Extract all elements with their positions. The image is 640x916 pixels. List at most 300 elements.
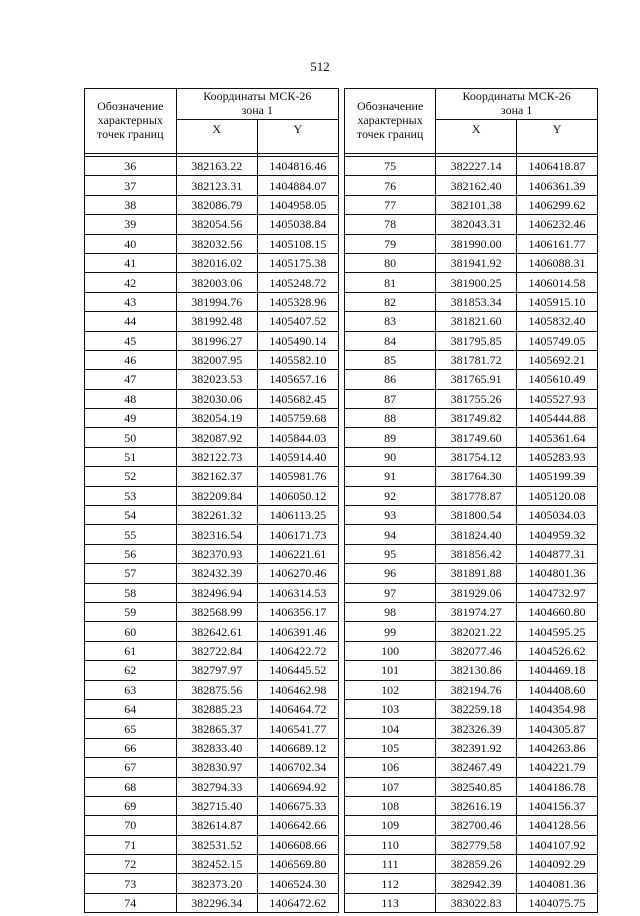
point-number-cell: 102 bbox=[345, 680, 436, 699]
table-row bbox=[85, 641, 339, 660]
table-row bbox=[85, 195, 339, 214]
y-coordinate-cell: 1404816.46 bbox=[257, 157, 338, 176]
table-row bbox=[85, 544, 339, 563]
x-coordinate-cell: 382859.26 bbox=[436, 855, 517, 874]
table-row bbox=[345, 641, 598, 660]
y-column-header: Y bbox=[517, 120, 598, 154]
table-row bbox=[85, 428, 339, 447]
y-coordinate-cell: 1405361.64 bbox=[517, 428, 598, 447]
table-row bbox=[85, 602, 339, 621]
x-coordinate-cell: 382032.56 bbox=[176, 234, 257, 253]
point-number-cell: 90 bbox=[345, 447, 436, 466]
x-coordinate-cell: 382043.31 bbox=[436, 215, 517, 234]
point-number-cell: 58 bbox=[85, 583, 177, 602]
y-coordinate-cell: 1404128.56 bbox=[517, 816, 598, 835]
point-number-cell: 89 bbox=[345, 428, 436, 447]
y-coordinate-cell: 1405749.05 bbox=[517, 331, 598, 350]
x-coordinate-cell: 381778.87 bbox=[436, 486, 517, 505]
table-row bbox=[345, 215, 598, 234]
x-coordinate-cell: 382452.15 bbox=[176, 855, 257, 874]
point-number-cell: 67 bbox=[85, 758, 177, 777]
point-number-cell: 93 bbox=[345, 506, 436, 525]
table-row bbox=[85, 331, 339, 350]
table-row bbox=[345, 855, 598, 874]
y-coordinate-cell: 1404958.05 bbox=[257, 195, 338, 214]
table-row bbox=[85, 292, 339, 311]
y-coordinate-cell: 1405915.10 bbox=[517, 292, 598, 311]
table-row bbox=[85, 583, 339, 602]
point-number-cell: 40 bbox=[85, 234, 177, 253]
y-coordinate-cell: 1404595.25 bbox=[517, 622, 598, 641]
x-column-header: X bbox=[176, 120, 257, 154]
point-number-cell: 64 bbox=[85, 699, 177, 718]
y-coordinate-cell: 1406161.77 bbox=[517, 234, 598, 253]
point-number-cell: 41 bbox=[85, 253, 177, 272]
point-number-cell: 44 bbox=[85, 312, 177, 331]
y-coordinate-cell: 1406113.25 bbox=[257, 506, 338, 525]
y-coordinate-cell: 1404408.60 bbox=[517, 680, 598, 699]
y-column-header: Y bbox=[257, 120, 338, 154]
point-number-cell: 103 bbox=[345, 699, 436, 718]
point-number-cell: 39 bbox=[85, 215, 177, 234]
table-row bbox=[345, 428, 598, 447]
y-coordinate-cell: 1404660.80 bbox=[517, 602, 598, 621]
x-coordinate-cell: 382614.87 bbox=[176, 816, 257, 835]
point-number-cell: 106 bbox=[345, 758, 436, 777]
y-coordinate-cell: 1404884.07 bbox=[257, 176, 338, 195]
x-coordinate-cell: 382833.40 bbox=[176, 738, 257, 757]
table-row bbox=[345, 816, 598, 835]
table-row bbox=[85, 680, 339, 699]
y-coordinate-cell: 1405682.45 bbox=[257, 389, 338, 408]
point-number-cell: 66 bbox=[85, 738, 177, 757]
table-row bbox=[345, 564, 598, 583]
x-coordinate-cell: 382086.79 bbox=[176, 195, 257, 214]
y-coordinate-cell: 1406462.98 bbox=[257, 680, 338, 699]
table-row bbox=[85, 467, 339, 486]
table-row bbox=[85, 874, 339, 893]
y-coordinate-cell: 1406171.73 bbox=[257, 525, 338, 544]
table-row bbox=[345, 157, 598, 176]
x-coordinate-cell: 382054.19 bbox=[176, 409, 257, 428]
x-coordinate-cell: 382003.06 bbox=[176, 273, 257, 292]
point-number-cell: 112 bbox=[345, 874, 436, 893]
y-coordinate-cell: 1405610.49 bbox=[517, 370, 598, 389]
x-coordinate-cell: 382259.18 bbox=[436, 699, 517, 718]
table-row bbox=[345, 680, 598, 699]
x-coordinate-cell: 381795.85 bbox=[436, 331, 517, 350]
y-coordinate-cell: 1404263.86 bbox=[517, 738, 598, 757]
table-row bbox=[85, 893, 339, 912]
point-number-cell: 92 bbox=[345, 486, 436, 505]
x-coordinate-cell: 382875.56 bbox=[176, 680, 257, 699]
x-coordinate-cell: 382123.31 bbox=[176, 176, 257, 195]
point-number-cell: 36 bbox=[85, 157, 177, 176]
table-row bbox=[85, 215, 339, 234]
point-designation-header bbox=[85, 89, 177, 154]
point-number-cell: 98 bbox=[345, 602, 436, 621]
x-coordinate-cell: 382642.61 bbox=[176, 622, 257, 641]
y-coordinate-cell: 1406422.72 bbox=[257, 641, 338, 660]
table-row bbox=[345, 292, 598, 311]
header-line: Обозначение bbox=[356, 99, 424, 114]
y-coordinate-cell: 1404081.36 bbox=[517, 874, 598, 893]
point-number-cell: 45 bbox=[85, 331, 177, 350]
y-coordinate-cell: 1406689.12 bbox=[257, 738, 338, 757]
y-coordinate-cell: 1404732.97 bbox=[517, 583, 598, 602]
x-coordinate-cell: 382885.23 bbox=[176, 699, 257, 718]
x-coordinate-cell: 381800.54 bbox=[436, 506, 517, 525]
point-number-cell: 73 bbox=[85, 874, 177, 893]
x-coordinate-cell: 382162.37 bbox=[176, 467, 257, 486]
y-coordinate-cell: 1404075.75 bbox=[517, 893, 598, 912]
y-coordinate-cell: 1405108.15 bbox=[257, 234, 338, 253]
y-coordinate-cell: 1405407.52 bbox=[257, 312, 338, 331]
y-coordinate-cell: 1406391.46 bbox=[257, 622, 338, 641]
point-number-cell: 108 bbox=[345, 796, 436, 815]
x-coordinate-cell: 381929.06 bbox=[436, 583, 517, 602]
point-number-cell: 95 bbox=[345, 544, 436, 563]
header-line: Координаты МСК-26 bbox=[203, 89, 312, 104]
table-row bbox=[345, 350, 598, 369]
point-number-cell: 50 bbox=[85, 428, 177, 447]
y-coordinate-cell: 1405444.88 bbox=[517, 409, 598, 428]
x-coordinate-cell: 381992.48 bbox=[176, 312, 257, 331]
point-number-cell: 104 bbox=[345, 719, 436, 738]
point-number-cell: 38 bbox=[85, 195, 177, 214]
y-coordinate-cell: 1406221.61 bbox=[257, 544, 338, 563]
x-coordinate-cell: 381821.60 bbox=[436, 312, 517, 331]
x-coordinate-cell: 382700.46 bbox=[436, 816, 517, 835]
table-row bbox=[345, 796, 598, 815]
point-designation-header bbox=[345, 89, 436, 154]
x-coordinate-cell: 382797.97 bbox=[176, 661, 257, 680]
point-number-cell: 63 bbox=[85, 680, 177, 699]
point-number-cell: 56 bbox=[85, 544, 177, 563]
x-coordinate-cell: 382077.46 bbox=[436, 641, 517, 660]
x-coordinate-cell: 382122.73 bbox=[176, 447, 257, 466]
y-coordinate-cell: 1405038.84 bbox=[257, 215, 338, 234]
y-coordinate-cell: 1405283.93 bbox=[517, 447, 598, 466]
table-body bbox=[345, 154, 598, 913]
table-row bbox=[345, 738, 598, 757]
table-row bbox=[345, 253, 598, 272]
y-coordinate-cell: 1404526.62 bbox=[517, 641, 598, 660]
coordinates-table-right bbox=[344, 88, 598, 913]
point-number-cell: 43 bbox=[85, 292, 177, 311]
table-row bbox=[85, 447, 339, 466]
point-number-cell: 109 bbox=[345, 816, 436, 835]
table-row bbox=[345, 835, 598, 854]
y-coordinate-cell: 1405175.38 bbox=[257, 253, 338, 272]
x-coordinate-cell: 382101.38 bbox=[436, 195, 517, 214]
x-coordinate-cell: 382023.53 bbox=[176, 370, 257, 389]
x-coordinate-cell: 382370.93 bbox=[176, 544, 257, 563]
point-number-cell: 97 bbox=[345, 583, 436, 602]
point-number-cell: 49 bbox=[85, 409, 177, 428]
table-row bbox=[345, 602, 598, 621]
table-row bbox=[345, 699, 598, 718]
x-coordinate-cell: 382540.85 bbox=[436, 777, 517, 796]
y-coordinate-cell: 1406642.66 bbox=[257, 816, 338, 835]
y-coordinate-cell: 1405844.03 bbox=[257, 428, 338, 447]
table-row bbox=[85, 777, 339, 796]
x-coordinate-cell: 382030.06 bbox=[176, 389, 257, 408]
point-number-cell: 111 bbox=[345, 855, 436, 874]
table-row bbox=[345, 893, 598, 912]
point-number-cell: 100 bbox=[345, 641, 436, 660]
point-number-cell: 79 bbox=[345, 234, 436, 253]
table-row bbox=[85, 738, 339, 757]
table-row bbox=[345, 312, 598, 331]
x-coordinate-cell: 382227.14 bbox=[436, 157, 517, 176]
y-coordinate-cell: 1405759.68 bbox=[257, 409, 338, 428]
table-row bbox=[345, 777, 598, 796]
point-number-cell: 78 bbox=[345, 215, 436, 234]
point-number-cell: 86 bbox=[345, 370, 436, 389]
y-coordinate-cell: 1406314.53 bbox=[257, 583, 338, 602]
y-coordinate-cell: 1406270.46 bbox=[257, 564, 338, 583]
y-coordinate-cell: 1406694.92 bbox=[257, 777, 338, 796]
point-number-cell: 68 bbox=[85, 777, 177, 796]
x-coordinate-cell: 382779.58 bbox=[436, 835, 517, 854]
table-row bbox=[85, 234, 339, 253]
table-row bbox=[85, 796, 339, 815]
x-coordinate-cell: 381941.92 bbox=[436, 253, 517, 272]
x-coordinate-cell: 382007.95 bbox=[176, 350, 257, 369]
y-coordinate-cell: 1405657.16 bbox=[257, 370, 338, 389]
table-row bbox=[85, 389, 339, 408]
coordinates-table-left bbox=[84, 88, 339, 913]
x-coordinate-cell: 382016.02 bbox=[176, 253, 257, 272]
table-row bbox=[85, 157, 339, 176]
x-coordinate-cell: 382316.54 bbox=[176, 525, 257, 544]
table-row bbox=[345, 273, 598, 292]
y-coordinate-cell: 1405034.03 bbox=[517, 506, 598, 525]
point-number-cell: 47 bbox=[85, 370, 177, 389]
point-number-cell: 107 bbox=[345, 777, 436, 796]
header-line: характерных bbox=[357, 113, 423, 128]
x-coordinate-cell: 382261.32 bbox=[176, 506, 257, 525]
x-coordinate-cell: 381900.25 bbox=[436, 273, 517, 292]
table-row bbox=[85, 273, 339, 292]
point-number-cell: 53 bbox=[85, 486, 177, 505]
table-row bbox=[345, 234, 598, 253]
table-row bbox=[85, 525, 339, 544]
table-body bbox=[85, 154, 339, 913]
table-row bbox=[345, 467, 598, 486]
y-coordinate-cell: 1406299.62 bbox=[517, 195, 598, 214]
table-row bbox=[345, 758, 598, 777]
table-row bbox=[85, 506, 339, 525]
point-number-cell: 101 bbox=[345, 661, 436, 680]
header-line: Координаты МСК-26 bbox=[462, 89, 571, 104]
y-coordinate-cell: 1406464.72 bbox=[257, 699, 338, 718]
y-coordinate-cell: 1405248.72 bbox=[257, 273, 338, 292]
x-coordinate-cell: 382794.33 bbox=[176, 777, 257, 796]
header-line: точек границ bbox=[97, 126, 164, 141]
point-number-cell: 76 bbox=[345, 176, 436, 195]
header-line: Обозначение bbox=[97, 99, 164, 114]
x-coordinate-cell: 381765.91 bbox=[436, 370, 517, 389]
point-number-cell: 87 bbox=[345, 389, 436, 408]
table-row bbox=[345, 195, 598, 214]
x-coordinate-cell: 381994.76 bbox=[176, 292, 257, 311]
y-coordinate-cell: 1406675.33 bbox=[257, 796, 338, 815]
table-row bbox=[85, 758, 339, 777]
point-number-cell: 70 bbox=[85, 816, 177, 835]
point-number-cell: 42 bbox=[85, 273, 177, 292]
x-coordinate-cell: 382496.94 bbox=[176, 583, 257, 602]
table-row bbox=[345, 447, 598, 466]
point-number-cell: 62 bbox=[85, 661, 177, 680]
x-coordinate-cell: 382162.40 bbox=[436, 176, 517, 195]
point-number-cell: 110 bbox=[345, 835, 436, 854]
table-row bbox=[345, 661, 598, 680]
y-coordinate-cell: 1405120.08 bbox=[517, 486, 598, 505]
y-coordinate-cell: 1404801.36 bbox=[517, 564, 598, 583]
table-row bbox=[345, 719, 598, 738]
point-number-cell: 37 bbox=[85, 176, 177, 195]
y-coordinate-cell: 1404959.32 bbox=[517, 525, 598, 544]
point-number-cell: 51 bbox=[85, 447, 177, 466]
x-coordinate-cell: 382194.76 bbox=[436, 680, 517, 699]
coordinate-system-header bbox=[176, 89, 338, 120]
point-number-cell: 83 bbox=[345, 312, 436, 331]
x-coordinate-cell: 382830.97 bbox=[176, 758, 257, 777]
y-coordinate-cell: 1404092.29 bbox=[517, 855, 598, 874]
x-coordinate-cell: 381853.34 bbox=[436, 292, 517, 311]
table-row bbox=[345, 176, 598, 195]
point-number-cell: 74 bbox=[85, 893, 177, 912]
point-number-cell: 54 bbox=[85, 506, 177, 525]
point-number-cell: 82 bbox=[345, 292, 436, 311]
y-coordinate-cell: 1404877.31 bbox=[517, 544, 598, 563]
y-coordinate-cell: 1404221.79 bbox=[517, 758, 598, 777]
point-number-cell: 91 bbox=[345, 467, 436, 486]
table-row bbox=[345, 583, 598, 602]
x-coordinate-cell: 382865.37 bbox=[176, 719, 257, 738]
table-row bbox=[85, 409, 339, 428]
y-coordinate-cell: 1406524.30 bbox=[257, 874, 338, 893]
x-coordinate-cell: 381974.27 bbox=[436, 602, 517, 621]
table-row bbox=[85, 855, 339, 874]
y-coordinate-cell: 1405692.21 bbox=[517, 350, 598, 369]
y-coordinate-cell: 1404107.92 bbox=[517, 835, 598, 854]
x-coordinate-cell: 382163.22 bbox=[176, 157, 257, 176]
point-number-cell: 94 bbox=[345, 525, 436, 544]
point-number-cell: 61 bbox=[85, 641, 177, 660]
point-number-cell: 71 bbox=[85, 835, 177, 854]
x-coordinate-cell: 382568.99 bbox=[176, 602, 257, 621]
x-coordinate-cell: 382531.52 bbox=[176, 835, 257, 854]
y-coordinate-cell: 1406088.31 bbox=[517, 253, 598, 272]
x-coordinate-cell: 381856.42 bbox=[436, 544, 517, 563]
point-number-cell: 55 bbox=[85, 525, 177, 544]
x-coordinate-cell: 381824.40 bbox=[436, 525, 517, 544]
table-row bbox=[345, 370, 598, 389]
table-row bbox=[85, 719, 339, 738]
point-number-cell: 85 bbox=[345, 350, 436, 369]
point-number-cell: 60 bbox=[85, 622, 177, 641]
table-row bbox=[345, 525, 598, 544]
point-number-cell: 113 bbox=[345, 893, 436, 912]
x-coordinate-cell: 382054.56 bbox=[176, 215, 257, 234]
point-number-cell: 105 bbox=[345, 738, 436, 757]
point-number-cell: 75 bbox=[345, 157, 436, 176]
y-coordinate-cell: 1406418.87 bbox=[517, 157, 598, 176]
point-number-cell: 96 bbox=[345, 564, 436, 583]
point-number-cell: 99 bbox=[345, 622, 436, 641]
x-coordinate-cell: 382616.19 bbox=[436, 796, 517, 815]
y-coordinate-cell: 1406608.66 bbox=[257, 835, 338, 854]
table-row bbox=[85, 699, 339, 718]
table-row bbox=[85, 486, 339, 505]
x-coordinate-cell: 382715.40 bbox=[176, 796, 257, 815]
y-coordinate-cell: 1406445.52 bbox=[257, 661, 338, 680]
coordinate-system-header bbox=[436, 89, 598, 120]
table-row bbox=[345, 544, 598, 563]
point-number-cell: 46 bbox=[85, 350, 177, 369]
header-line: зона 1 bbox=[241, 103, 273, 117]
point-number-cell: 80 bbox=[345, 253, 436, 272]
table-row bbox=[345, 331, 598, 350]
table-row bbox=[345, 506, 598, 525]
table-row bbox=[85, 661, 339, 680]
header-line: характерных bbox=[97, 113, 163, 128]
y-coordinate-cell: 1406472.62 bbox=[257, 893, 338, 912]
x-coordinate-cell: 381749.82 bbox=[436, 409, 517, 428]
y-coordinate-cell: 1406361.39 bbox=[517, 176, 598, 195]
point-number-cell: 48 bbox=[85, 389, 177, 408]
x-coordinate-cell: 382130.86 bbox=[436, 661, 517, 680]
y-coordinate-cell: 1404469.18 bbox=[517, 661, 598, 680]
point-number-cell: 72 bbox=[85, 855, 177, 874]
x-coordinate-cell: 382722.84 bbox=[176, 641, 257, 660]
x-coordinate-cell: 381781.72 bbox=[436, 350, 517, 369]
x-coordinate-cell: 382942.39 bbox=[436, 874, 517, 893]
table-row bbox=[85, 816, 339, 835]
point-number-cell: 69 bbox=[85, 796, 177, 815]
y-coordinate-cell: 1406356.17 bbox=[257, 602, 338, 621]
y-coordinate-cell: 1405527.93 bbox=[517, 389, 598, 408]
x-coordinate-cell: 381891.88 bbox=[436, 564, 517, 583]
x-coordinate-cell: 382021.22 bbox=[436, 622, 517, 641]
page-number: 512 bbox=[310, 59, 330, 74]
x-coordinate-cell: 382373.20 bbox=[176, 874, 257, 893]
x-coordinate-cell: 383022.83 bbox=[436, 893, 517, 912]
header-line: точек границ bbox=[356, 126, 424, 141]
y-coordinate-cell: 1406569.80 bbox=[257, 855, 338, 874]
y-coordinate-cell: 1405832.40 bbox=[517, 312, 598, 331]
table-row bbox=[345, 622, 598, 641]
y-coordinate-cell: 1405199.39 bbox=[517, 467, 598, 486]
point-number-cell: 65 bbox=[85, 719, 177, 738]
point-number-cell: 88 bbox=[345, 409, 436, 428]
x-coordinate-cell: 381749.60 bbox=[436, 428, 517, 447]
point-number-cell: 84 bbox=[345, 331, 436, 350]
table-row bbox=[345, 389, 598, 408]
y-coordinate-cell: 1406050.12 bbox=[257, 486, 338, 505]
table-row bbox=[85, 350, 339, 369]
y-coordinate-cell: 1405914.40 bbox=[257, 447, 338, 466]
x-coordinate-cell: 382391.92 bbox=[436, 738, 517, 757]
y-coordinate-cell: 1405981.76 bbox=[257, 467, 338, 486]
point-number-cell: 52 bbox=[85, 467, 177, 486]
y-coordinate-cell: 1404305.87 bbox=[517, 719, 598, 738]
point-number-cell: 57 bbox=[85, 564, 177, 583]
x-coordinate-cell: 382296.34 bbox=[176, 893, 257, 912]
